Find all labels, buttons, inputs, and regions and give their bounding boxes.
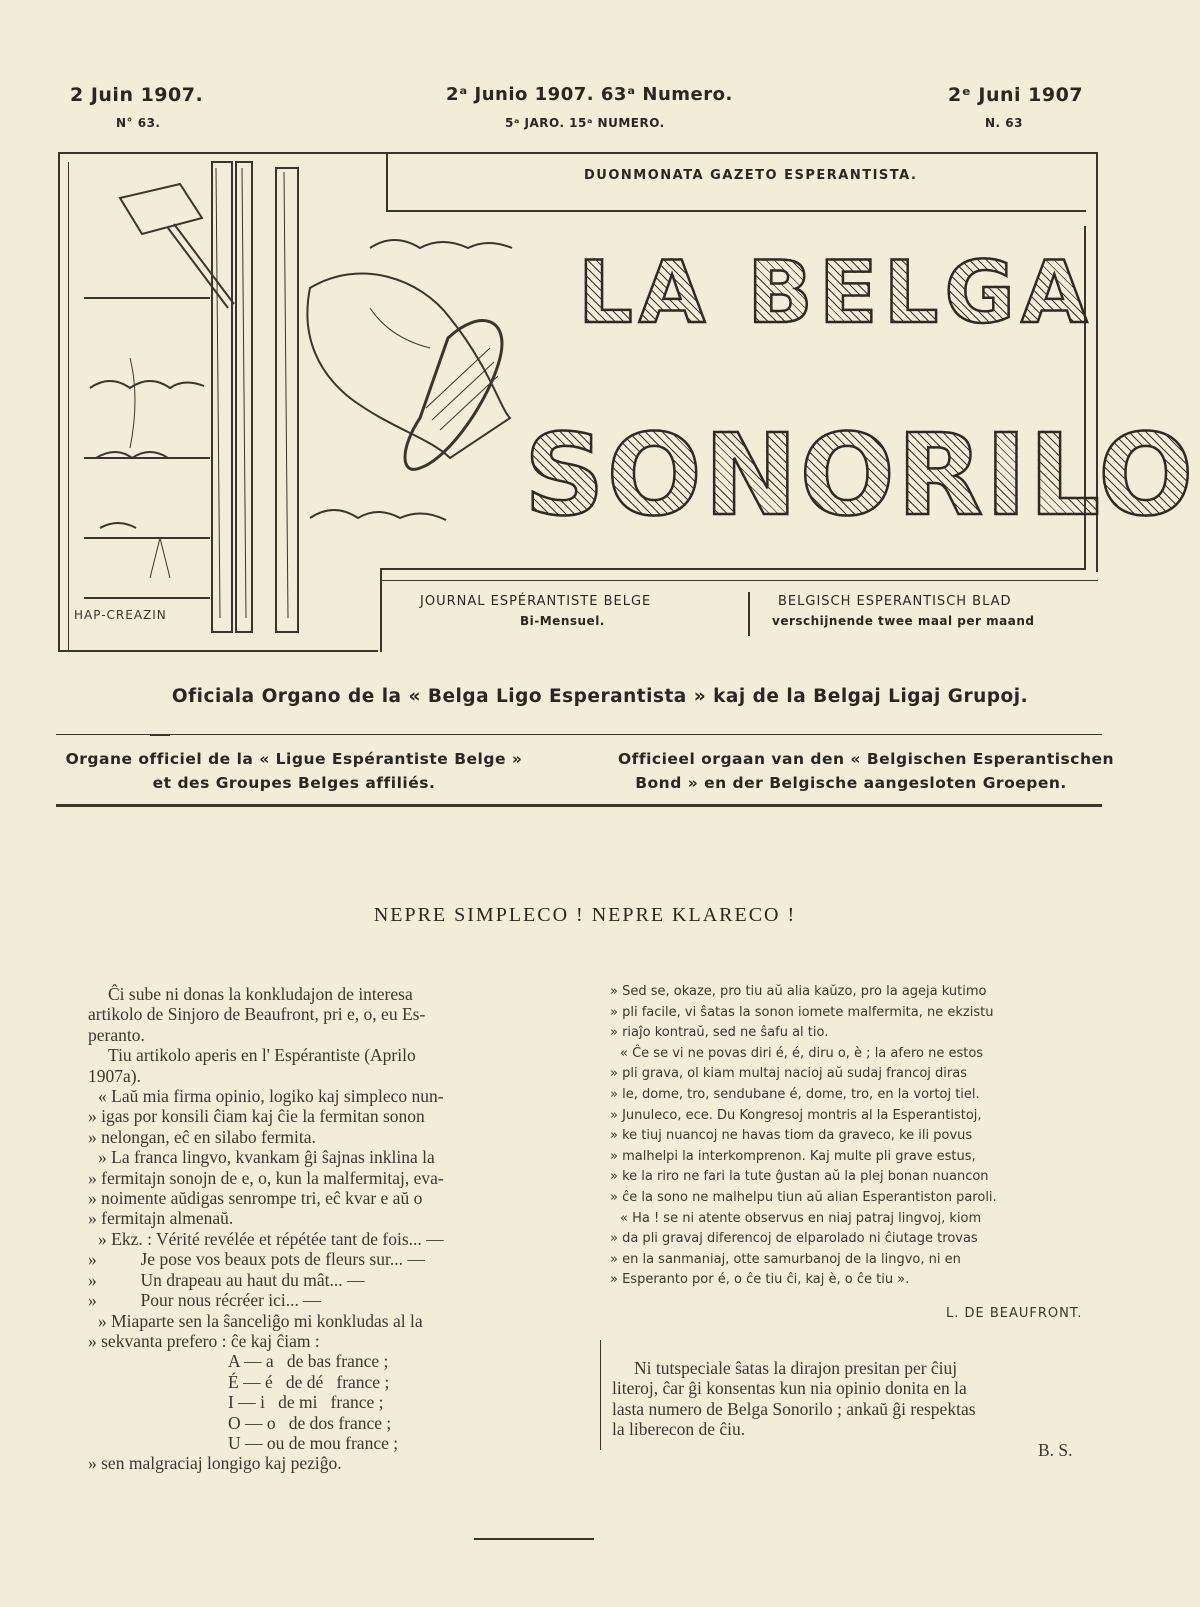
note-line: la liberecon de ĉiu. [612, 1419, 746, 1440]
left-line: » sen malgraciaj longigo kaj peziĝo. [88, 1453, 342, 1474]
right-line: » Junuleco, ece. Du Kongresoj montris al la Esperantistoj, [610, 1107, 982, 1123]
right-issue-number: N. 63 [985, 116, 1023, 130]
right-line: » Sed se, okaze, pro tiu aŭ alia kaŭzo, pro la ageja kutimo [610, 984, 987, 999]
left-line: Ĉi sube ni donas la konkludajon de interesa [108, 984, 413, 1004]
right-line: » pli grava, ol kiam multaj nacioj aŭ sudaj francoj diras [610, 1066, 967, 1082]
journal-nl-title: BELGISCH ESPERANTISCH BLAD [778, 594, 1012, 609]
organe-nl-line1: Officieel orgaan van den « Belgischen Esperantischen [617, 750, 1115, 768]
vowel-line: I — i de mi france ; [228, 1392, 384, 1413]
right-line: » ke la riro ne fari la tute ĝustan aŭ la plej bonan nuancon [610, 1169, 989, 1185]
bell-illustration [70, 158, 540, 638]
journal-fr-title: JOURNAL ESPÉRANTISTE BELGE [420, 594, 652, 609]
left-line: » La franca lingvo, kvankam ĝi ŝajnas inklina la [98, 1147, 435, 1168]
official-organ: Oficiala Organo de la « Belga Ligo Esperantista » kaj de la Belgaj Ligaj Grupoj. [171, 686, 1029, 707]
note-line: literoj, ĉar ĝi konsentas kun nia opinio donita en la [612, 1378, 967, 1399]
left-line: » Je pose vos beaux pots de fleurs sur... — [88, 1249, 425, 1270]
left-line: artikolo de Sinjoro de Beaufront, pri e, o, eu Es- [88, 1004, 426, 1025]
organe-fr-line2: et des Groupes Belges affiliés. [152, 774, 436, 792]
left-line: » fermitajn almenaŭ. [88, 1208, 234, 1229]
illustration-signature: HAP-CREAZIN [74, 608, 167, 622]
note-line: Ni tutspeciale ŝatas la dirajon presitan per ĉiuj [634, 1358, 958, 1378]
title-la-belga: LA BELGA [578, 243, 1094, 343]
right-line: « Ĉe se vi ne povas diri é, é, diru o, è ; la afero ne estos [620, 1045, 984, 1061]
organe-nl-line2: Bond » en der Belgische aangesloten Groepen. [635, 774, 1067, 792]
right-line: » le, dome, tro, sendubane é, dome, tro, en la vortoj tiel. [610, 1086, 980, 1102]
right-signature: L. DE BEAUFRONT. [946, 1306, 1083, 1321]
vowel-line: É — é de dé france ; [228, 1371, 390, 1392]
right-column [610, 982, 1110, 1291]
right-date: 2ᵉ Juni 1907 [948, 84, 1084, 106]
note-line: lasta numero de Belga Sonorilo ; ankaŭ ĝi respektas [612, 1398, 976, 1419]
note-signature: B. S. [1038, 1440, 1073, 1460]
left-line: » Pour nous récréer ici... — [88, 1290, 321, 1311]
left-line: » Un drapeau au haut du mât... — [88, 1269, 365, 1290]
right-line: » riaĵo kontraŭ, sed ne ŝafu al tio. [610, 1025, 829, 1041]
right-line: » pli facile, vi ŝatas la sonon iomete malfermita, ne ekzistu [610, 1004, 994, 1020]
masthead-tagline: DUONMONATA GAZETO ESPERANTISTA. [584, 168, 918, 183]
left-line: » igas por konsili ĉiam kaj ĉie la fermitan sonon [88, 1106, 425, 1127]
center-date: 2ᵃ Junio 1907. 63ᵃ Numero. [446, 84, 733, 105]
right-line: » ke tiuj nuancoj ne havas tiom da graveco, ke ili povus [610, 1128, 973, 1144]
vowel-line: U — ou de mou france ; [228, 1432, 399, 1453]
left-line: « Laŭ mia firma opinio, logiko kaj simpleco nun- [98, 1086, 444, 1107]
left-line: Tiu artikolo aperis en l' Espérantiste (Aprilo [108, 1045, 416, 1066]
right-line: « Ha ! se ni atente observus en niaj patraj lingvoj, kiom [620, 1210, 982, 1226]
journal-fr-frequency: Bi-Mensuel. [520, 614, 605, 628]
left-line: » Miaparte sen la ŝanceliĝo mi konkludas al la [98, 1310, 423, 1331]
journal-nl-frequency: verschijnende twee maal per maand [772, 614, 1035, 628]
center-year-issue: 5ᵃ JARO. 15ᵃ NUMERO. [505, 116, 665, 130]
right-line: » da pli gravaj diferencoj de elparolado ni ĉiutage trovas [610, 1231, 978, 1247]
left-line: » nelongan, eĉ en silabo fermita. [88, 1126, 316, 1147]
title-sonorilo: SONORILO [524, 411, 1196, 541]
left-line: » sekvanta prefero : ĉe kaj ĉiam : [88, 1330, 320, 1351]
left-issue-number: N° 63. [116, 116, 161, 130]
left-date: 2 Juin 1907. [70, 84, 204, 106]
editorial-note [612, 1358, 1112, 1440]
left-line: peranto. [88, 1024, 145, 1045]
left-line: » Ekz. : Vérité revélée et répétée tant de fois... — [98, 1228, 444, 1249]
article-title: NEPRE SIMPLECO ! NEPRE KLARECO ! [373, 904, 797, 926]
vowel-line: O — o de dos france ; [228, 1412, 392, 1433]
left-line: 1907a). [88, 1065, 141, 1086]
column-divider [600, 1340, 601, 1450]
right-line: » en la sanmaniaj, otte samurbanoj de la lingvo, ni en [610, 1251, 961, 1267]
left-line: » noimente aŭdigas senrompe tri, eĉ kvar e aŭ o [88, 1188, 423, 1209]
right-line: » Esperanto por é, o ĉe tiu ĉi, kaj è, o ĉe tiu ». [610, 1272, 910, 1288]
right-line: » ĉe la sono ne malhelpu tiun aŭ alian Esperantiston paroli. [610, 1189, 997, 1205]
left-line: » fermitajn sonojn de e, o, kun la malfermitaj, eva- [88, 1167, 444, 1188]
left-column [88, 984, 588, 1474]
masthead [58, 152, 1196, 657]
organe-fr-line1: Organe officiel de la « Ligue Espérantiste Belge » [65, 750, 523, 768]
right-line: » malhelpi la interkomprenon. Kaj multe pli grave estus, [610, 1148, 976, 1164]
vowel-line: A — a de bas france ; [228, 1351, 389, 1372]
